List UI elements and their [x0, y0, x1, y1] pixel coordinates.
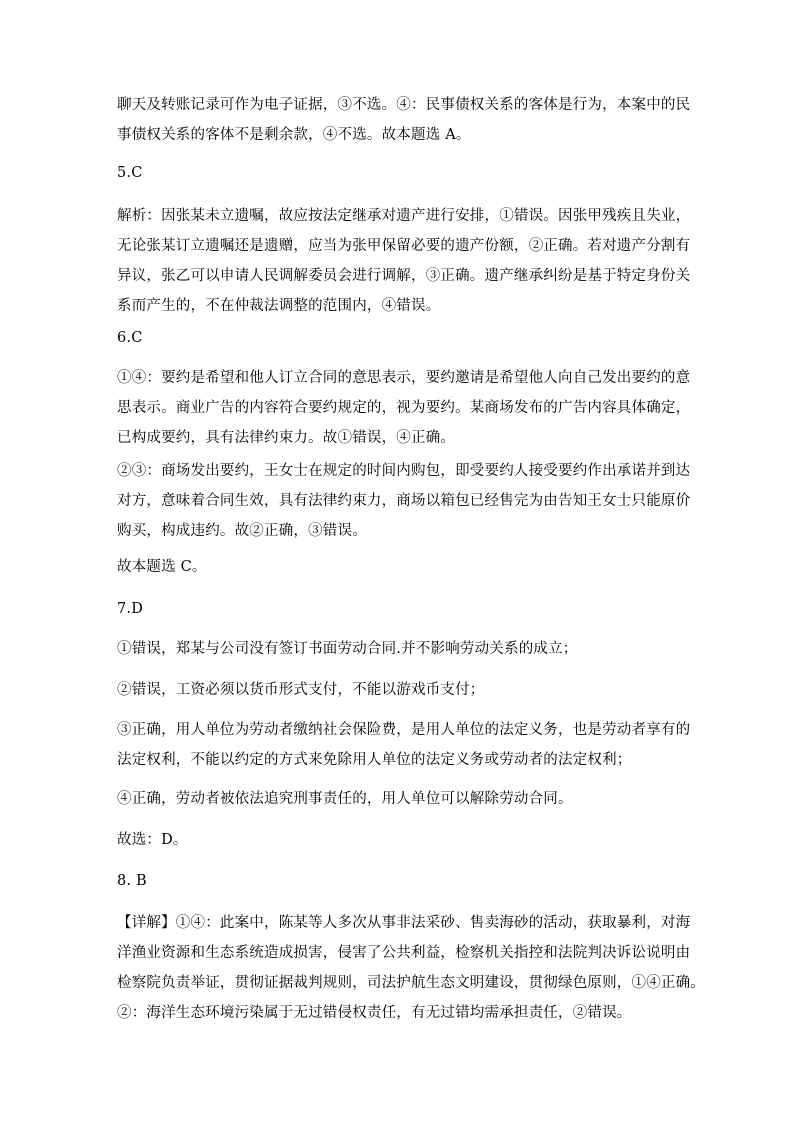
answer-heading-8: [117, 866, 682, 896]
text-line: 故本题选 C。: [117, 559, 207, 575]
paragraph-q6-conclusion: [117, 552, 682, 582]
paragraph-q4-continuation: [117, 90, 691, 150]
text-line: ③正确，用人单位为劳动者缴纳社会保险费，是用人单位的法定义务，也是劳动者享有的: [117, 722, 691, 738]
paragraph-q5-analysis: [117, 201, 691, 321]
paragraph-q7-item3: [117, 715, 691, 775]
text-line: 事债权关系的客体不是剩余款，④不选。故本题选 A。: [117, 127, 471, 143]
text-line: ②③：商场发出要约，王女士在规定的时间内购包，即受要约人接受要约作出承诺并到达: [117, 463, 691, 479]
paragraph-q6-part1: [117, 363, 691, 453]
text-line: 检察院负责举证，贯彻证据裁判规则，司法护航生态文明建设，贯彻绿色原则，①④正确。: [117, 975, 705, 991]
paragraph-q7-item1: [117, 634, 682, 664]
text-line: 系而产生的，不在仲裁法调整的范围内，④错误。: [117, 298, 441, 314]
paragraph-q8-detail: [117, 908, 705, 998]
paragraph-q7-conclusion: [117, 825, 682, 855]
answer-heading-7: [117, 594, 682, 624]
paragraph-q7-item4: [117, 784, 682, 814]
answer-heading-6: [117, 323, 682, 353]
paragraph-q6-part2: [117, 456, 691, 546]
text-line: 购买，构成违约。故②正确，③错误。: [117, 523, 367, 539]
text-line: 7.D: [117, 601, 144, 617]
text-line: ④正确，劳动者被依法追究刑事责任的，用人单位可以解除劳动合同。: [117, 791, 573, 807]
text-line: 故选：D。: [117, 832, 188, 848]
paragraph-q7-item2: [117, 675, 682, 705]
text-line: 8. B: [117, 873, 147, 889]
text-line: 洋渔业资源和生态系统造成损害，侵害了公共利益，检察机关指控和法院判决诉讼说明由: [117, 945, 691, 961]
text-line: 已构成要约，具有法律约束力。故①错误，④正确。: [117, 430, 456, 446]
text-line: 思表示。商业广告的内容符合要约规定的，视为要约。某商场发布的广告内容具体确定，: [117, 400, 691, 416]
text-line: 法定权利，不能以约定的方式来免除用人单位的法定义务或劳动者的法定权利；: [117, 752, 632, 768]
text-line: 5.C: [117, 165, 143, 181]
text-line: 无论张某订立遗嘱还是遗赠，应当为张甲保留必要的遗产份额，②正确。若对遗产分割有: [117, 238, 691, 254]
text-line: 6.C: [117, 330, 143, 346]
text-line: 聊天及转账记录可作为电子证据，③不选。④：民事债权关系的客体是行为，本案中的民: [117, 97, 691, 113]
text-line: ①④：要约是希望和他人订立合同的意思表示，要约邀请是希望他人向自己发出要约的意: [117, 370, 691, 386]
text-line: ②错误，工资必须以货币形式支付，不能以游戏币支付；: [117, 682, 485, 698]
text-line: ①错误，郑某与公司没有签订书面劳动合同.并不影响劳动关系的成立；: [117, 641, 578, 657]
text-line: 解析：因张某未立遗嘱，故应按法定继承对遗产进行安排，①错误。因张甲残疾且失业，: [117, 208, 691, 224]
answer-heading-5: [117, 158, 682, 188]
text-line: 【详解】①④：此案中，陈某等人多次从事非法采砂、售卖海砂的活动，获取暴利，对海: [117, 915, 691, 931]
text-line: ②：海洋生态环境污染属于无过错侵权责任，有无过错均需承担责任，②错误。: [117, 1005, 632, 1021]
paragraph-q8-item2: [117, 998, 682, 1028]
text-line: 异议，张乙可以申请人民调解委员会进行调解，③正确。遗产继承纠纷是基于特定身份关: [117, 268, 691, 284]
text-line: 对方，意味着合同生效，具有法律约束力，商场以箱包已经售完为由告知王女士只能原价: [117, 493, 691, 509]
